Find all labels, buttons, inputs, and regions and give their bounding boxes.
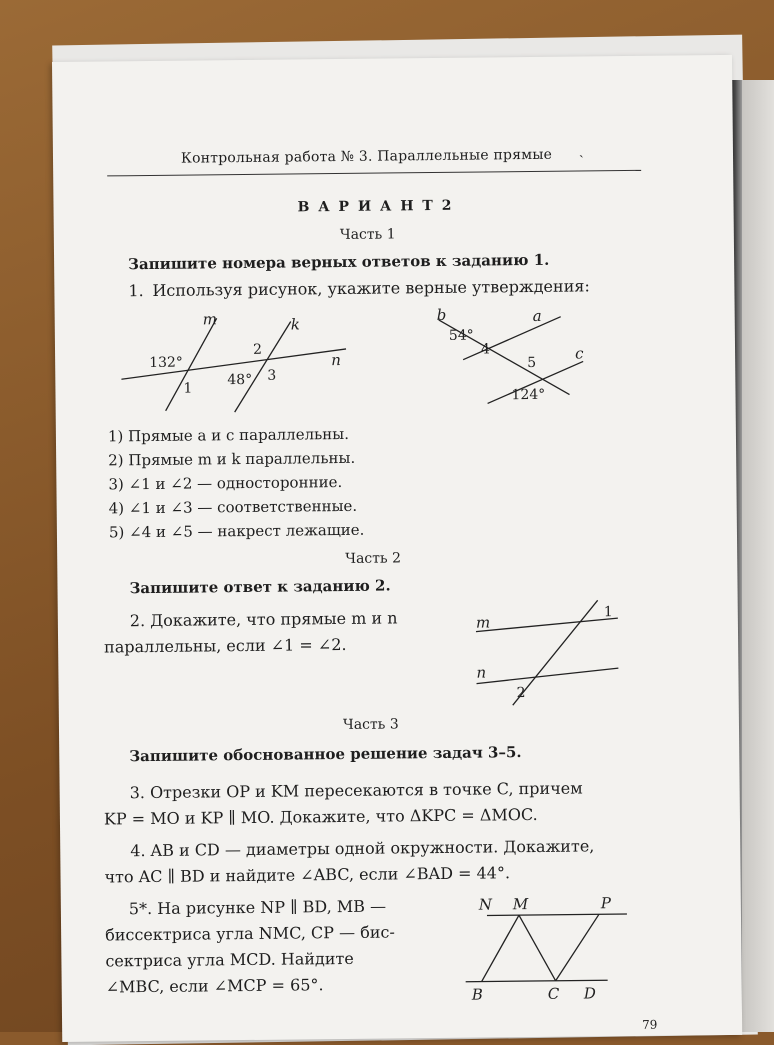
label-angle-5: 5 <box>527 354 537 372</box>
line-k <box>234 322 292 413</box>
task4-line1: 4. AB и CD — диаметры одной окружности. Докажите, <box>130 836 595 861</box>
task1-number: 1. <box>128 281 144 301</box>
line-a <box>463 317 561 360</box>
label-c: c <box>574 344 584 363</box>
label-angle-3: 3 <box>267 367 277 384</box>
book-edge <box>742 80 774 1032</box>
task4-line2: что AC ∥ BD и найдите ∠ABC, если ∠BAD = 44°. <box>104 863 511 887</box>
line-n-2 <box>476 668 618 683</box>
option-1: 1) Прямые a и c параллельны. <box>107 424 350 446</box>
label-n: n <box>331 350 341 370</box>
part1-instruction: Запишите номера верных ответов к заданию 1. <box>128 250 550 274</box>
task2-line1: 2. Докажите, что прямые m и n <box>129 608 398 631</box>
part3-instruction: Запишите обоснованное решение задач 3–5. <box>129 743 522 766</box>
task5-line1: 5*. На рисунке NP ∥ BD, MB — <box>128 896 387 919</box>
label-D: D <box>583 984 596 1003</box>
label-124: 124° <box>511 386 546 404</box>
task5-line2: биссектриса угла NMC, CP — бис- <box>105 922 395 945</box>
option-5: 5) ∠4 и ∠5 — накрест лежащие. <box>108 520 365 542</box>
label-angle-1-2: 1 <box>603 604 613 621</box>
segment-MC <box>519 915 556 981</box>
page-header-mark: ˎ <box>578 142 584 159</box>
part3-title: Часть 3 <box>342 716 399 733</box>
label-P: P <box>600 894 612 913</box>
part1-title: Часть 1 <box>339 226 396 243</box>
segment-CP <box>555 914 600 980</box>
label-N: N <box>478 895 493 914</box>
label-m: m <box>202 310 218 329</box>
label-angle-2-2: 2 <box>516 685 526 702</box>
label-132: 132° <box>149 354 183 371</box>
label-48: 48° <box>227 371 253 389</box>
label-54: 54° <box>448 327 474 344</box>
option-3: 3) ∠1 и ∠2 — односторонние. <box>108 472 343 494</box>
label-B: B <box>471 985 483 1004</box>
option-2: 2) Прямые m и k параллельны. <box>108 448 356 470</box>
label-a: a <box>532 306 542 325</box>
part2-instruction: Запишите ответ к заданию 2. <box>129 576 391 598</box>
task2-figure <box>472 596 623 708</box>
task3-line1: 3. Отрезки OP и KM пересекаются в точке C, причем <box>129 778 583 803</box>
segment-MB <box>481 915 520 981</box>
segment-BD <box>466 980 608 981</box>
line-m-2 <box>476 618 618 631</box>
task5-line3: сектриса угла MCD. Найдите <box>105 948 354 971</box>
label-M: M <box>512 895 529 914</box>
label-n-2: n <box>476 663 487 682</box>
task3-line2: KP = MO и KP ∥ MO. Докажите, что ΔKPC = ΔMOC. <box>103 804 538 829</box>
variant-title: В А Р И А Н Т 2 <box>297 197 454 216</box>
page-number: 79 <box>642 1017 658 1032</box>
label-C: C <box>547 984 560 1003</box>
part2-title: Часть 2 <box>345 550 402 567</box>
task5-figure <box>457 892 638 1004</box>
task1-figure-right <box>433 306 604 408</box>
label-b: b <box>436 306 447 324</box>
label-angle-1: 1 <box>183 380 193 397</box>
task1-text: Используя рисунок, укажите верные утверждения: <box>152 276 590 300</box>
task2-line2: параллельны, если ∠1 = ∠2. <box>104 634 347 657</box>
option-4: 4) ∠1 и ∠3 — соответственные. <box>108 496 358 518</box>
task5-line4: ∠MBC, если ∠MCP = 65°. <box>105 975 324 997</box>
worksheet-page <box>52 55 742 1042</box>
label-angle-4: 4 <box>480 341 491 358</box>
page-header-title: Контрольная работа № 3. Параллельные прямые <box>180 146 553 167</box>
label-m-2: m <box>475 613 491 632</box>
header-rule <box>107 170 641 177</box>
task1-figure-left <box>121 309 372 422</box>
segment-NP <box>487 914 627 915</box>
label-k: k <box>290 315 300 334</box>
label-angle-2: 2 <box>252 341 263 358</box>
